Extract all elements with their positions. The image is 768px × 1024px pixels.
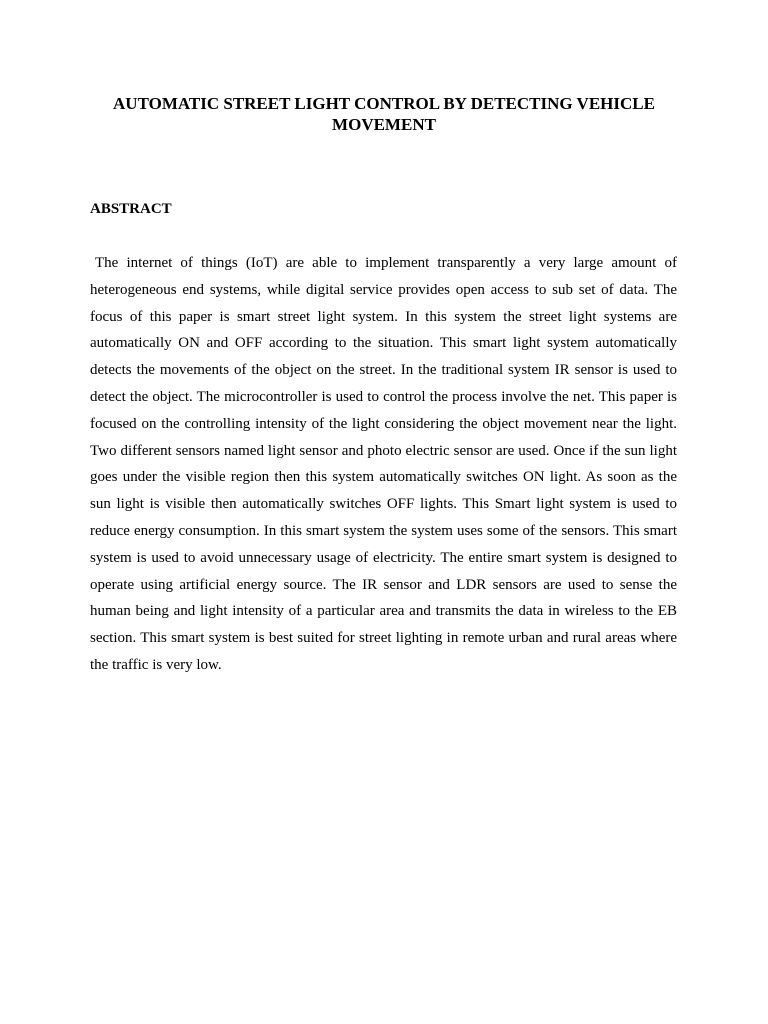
document-title: AUTOMATIC STREET LIGHT CONTROL BY DETECTING VEHICLE MOVEMENT (113, 94, 655, 134)
abstract-paragraph: The internet of things (IoT) are able to implement transparently a very large amount of heterogeneous end systems, while digital service provides open access to sub set of data. The focus of this paper is smart street light system. In this system the street light systems are automatically ON and OFF according to the situation. This smart light system automatically detects the movements of the object on the street. In the traditional system IR sensor is used to detect the object. The microcontroller is used to control the process involve the net. This paper is focused on the controlling intensity of the light considering the object movement near the light. Two different sensors named light sensor and photo electric sensor are used. Once if the sun light goes under the visible region then this system automatically switches ON light. As soon as the sun light is visible then automatically switches OFF lights. This Smart light system is used to reduce energy consumption. In this smart system the system uses some of the sensors. This smart system is used to avoid unnecessary usage of electricity. The entire smart system is designed to operate using artificial energy source. The IR sensor and LDR sensors are used to sense the human being and light intensity of a particular area and transmits the data in wireless to the EB section. This smart system is best suited for street lighting in remote urban and rural areas where the traffic is very low. (90, 255, 677, 673)
abstract-heading: ABSTRACT (90, 201, 172, 217)
